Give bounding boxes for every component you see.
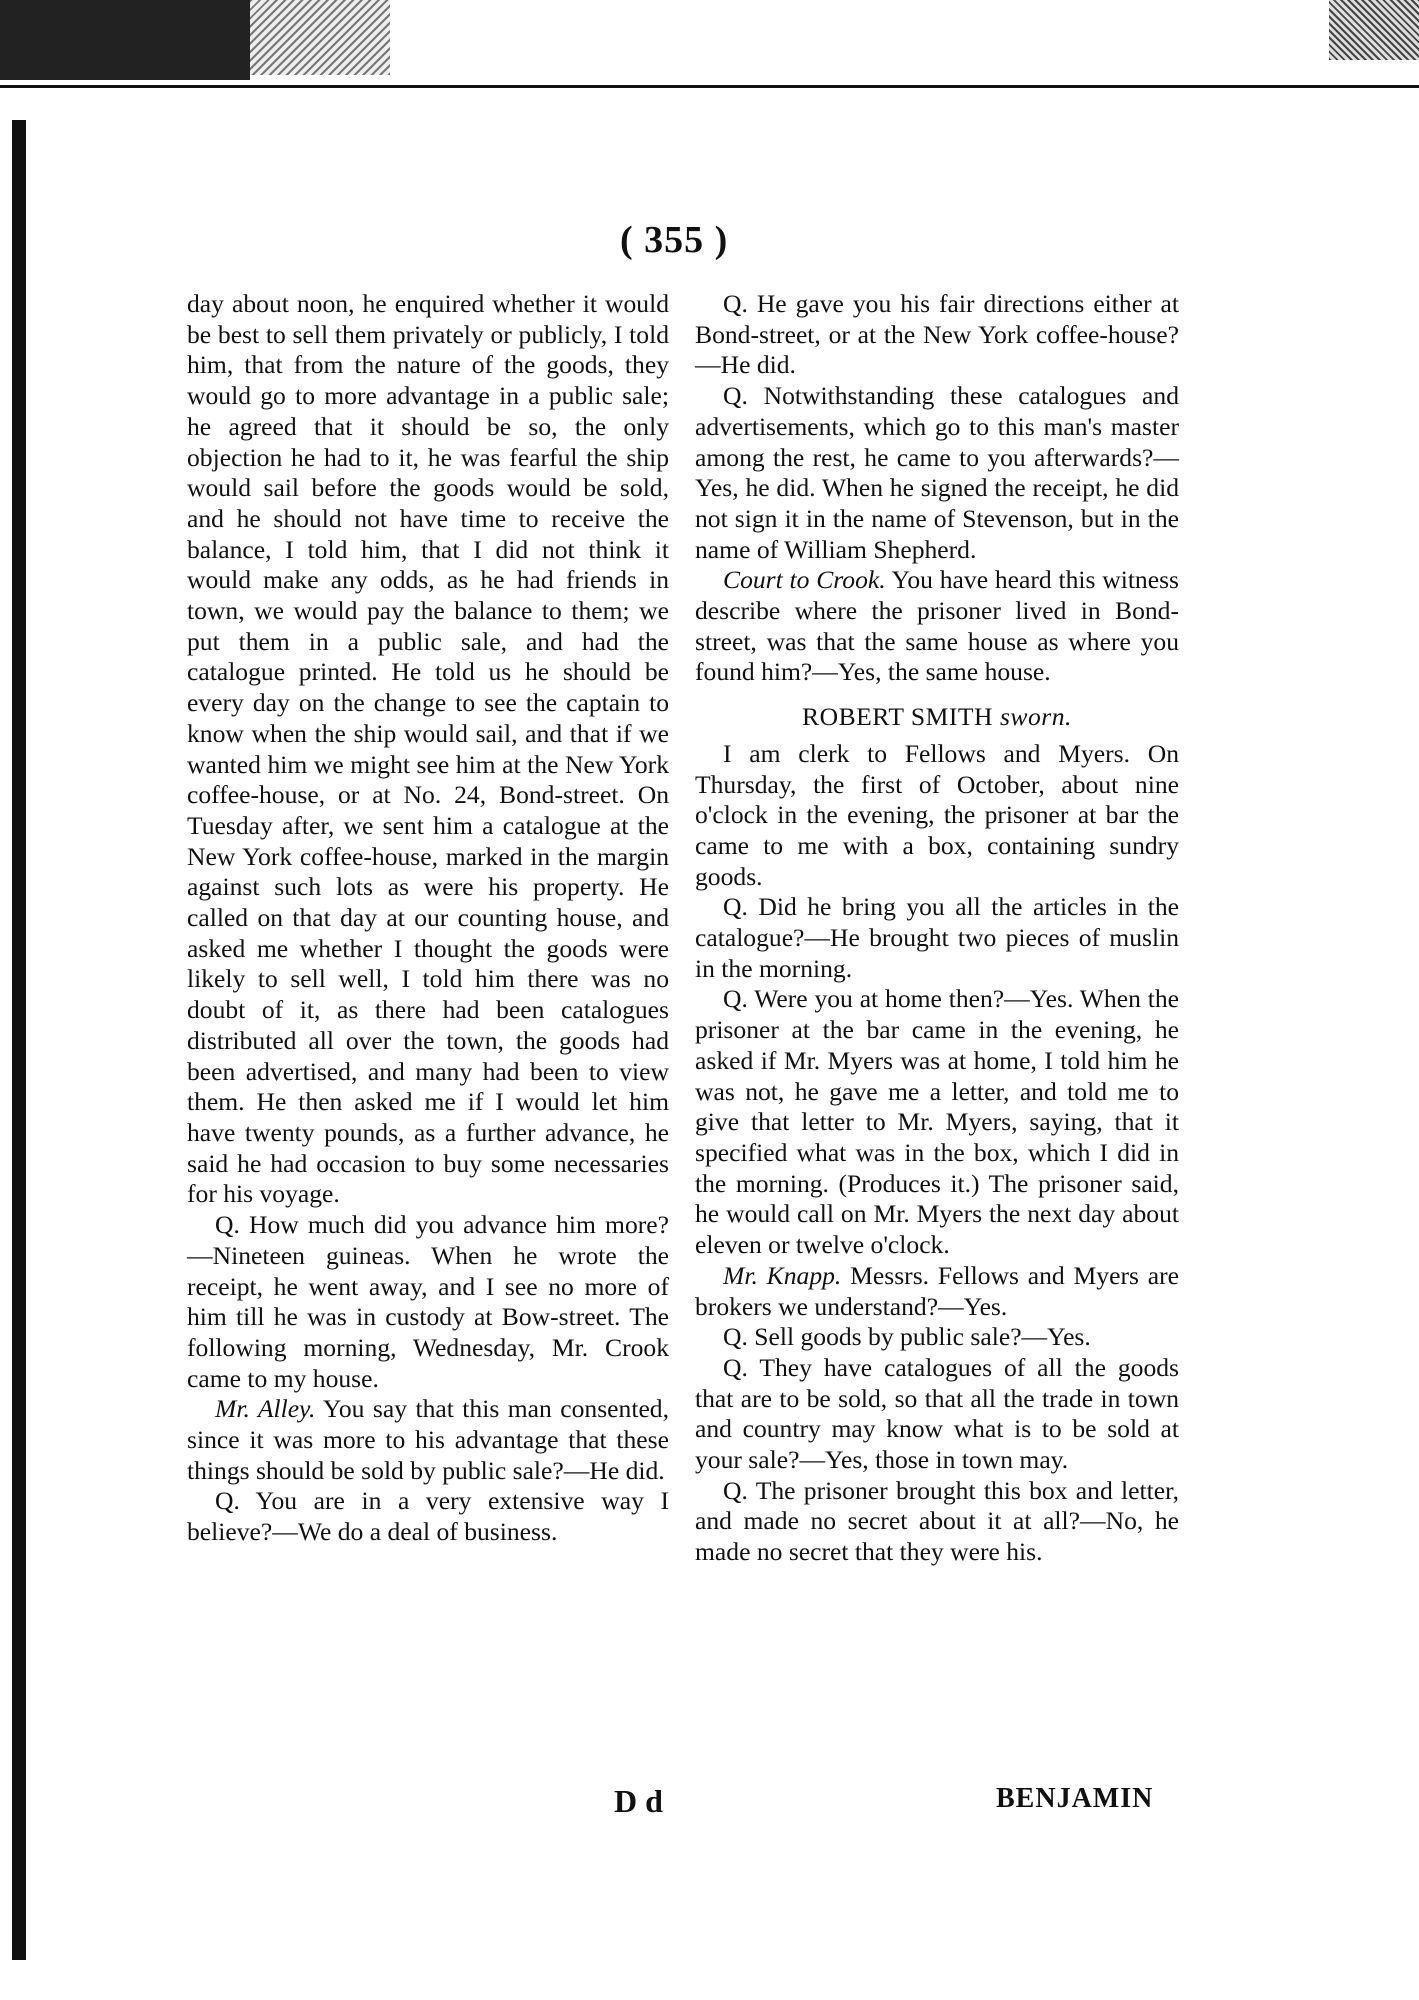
scan-halftone-corner: [1329, 0, 1419, 60]
speech-text: Messrs. Fellows and Myers are brokers we understand?—Yes.: [695, 1260, 1179, 1321]
paragraph: Q. Notwithstanding these catalogues and advertisements, which go to this man's master among the rest, he came to you afterwards?—Yes, he did. When he signed the receipt, he did not sign it in the name of Stevenson, but in the name of William Shepherd.: [695, 381, 1179, 564]
speech-text: You have heard this witness describe where the prisoner lived in Bond-street, was that the same house as where you found him?—Yes, the same house.: [695, 565, 1180, 687]
paragraph: Q. Did he bring you all the articles in the catalogue?—He brought two pieces of muslin in the morning.: [695, 892, 1179, 983]
witness-name: ROBERT SMITH: [802, 702, 994, 732]
catchword: BENJAMIN: [996, 1783, 1154, 1814]
left-column: [187, 289, 669, 1548]
paragraph: I am clerk to Fellows and Myers. On Thursday, the first of October, about nine o'clock in the evening, the prisoner at bar the came to me with a box, containing sundry goods.: [695, 738, 1179, 891]
scan-header-border: [0, 0, 1419, 82]
scan-top-rule: [0, 85, 1419, 88]
paragraph: Q. They have catalogues of all the goods that are to be sold, so that all the trade in town and country may know what is to be sold at your sale?—Yes, those in town may.: [695, 1352, 1179, 1475]
page-number: ( 355 ): [620, 219, 729, 261]
witness-heading: [695, 702, 1179, 733]
paragraph: Q. Were you at home then?—Yes. When the prisoner at the bar came in the evening, he asked if Mr. Myers was at home, I told him he was not, he gave me a letter, and told me to give that letter to Mr. Myers, saying, that it specified what was in the box, which I did in the morning. (Produces it.) The prisoner said, he would call on Mr. Myers the next day about eleven or twelve o'clock.: [695, 984, 1179, 1260]
paragraph: [187, 1394, 669, 1486]
paragraph: [695, 565, 1179, 688]
paragraph: day about noon, he enquired whether it would be best to sell them privately or publicly, I told him, that from the nature of the goods, they would go to more advantage in a public sale; he agreed that it should be so, the only objection he had to it, he was fearful the ship would sail before the goods would be sold, and he should not have time to receive the balance, I told him, that I did not think it would make any odds, as he had friends in town, we would pay the balance to them; we put them in a public sale, and had the catalogue printed. He told us he should be every day on the change to see the captain to know when the ship would sail, and that if we wanted him we might see him at the New York coffee-house, or at No. 24, Bond-street. On Tuesday after, we sent him a catalogue at the New York coffee-house, marked in the margin against such lots as were his property. He called on that day at our counting house, and asked me whether I thought the goods were likely to sell well, I told him there was no doubt of it, as there had been catalogues distributed all over the town, the goods had been advertised, and many had been to view them. He then asked me if I would let him have twenty pounds, as a further advance, he said he had occasion to buy some necessaries for his voyage.: [187, 289, 669, 1209]
scan-halftone-margin: [250, 0, 390, 75]
paragraph: Q. Sell goods by public sale?—Yes.: [723, 1322, 1091, 1352]
speaker-name: Court to Crook.: [723, 565, 886, 595]
printer-signature-mark: D d: [614, 1783, 663, 1819]
paragraph: Q. He gave you his fair directions either at Bond-street, or at the New York coffee-house?—He did.: [695, 289, 1179, 380]
speaker-name: Mr. Knapp.: [723, 1260, 842, 1290]
scan-dark-margin: [0, 0, 250, 80]
paragraph: [695, 1261, 1179, 1322]
speaker-name: Mr. Alley.: [215, 1394, 316, 1424]
right-column: [695, 289, 1179, 1568]
speech-text: You say that this man consented, since it was more to his advantage that these things should be sold by public sale?—He did.: [187, 1394, 669, 1485]
paragraph: Q. How much did you advance him more?—Nineteen guineas. When he wrote the receipt, he went away, and I see no more of him till he was in custody at Bow-street. The following morning, Wednesday, Mr. Crook came to my house.: [187, 1210, 669, 1393]
paragraph: Q. The prisoner brought this box and letter, and made no secret about it at all?—No, he made no secret that they were his.: [695, 1475, 1179, 1567]
scan-spine-shadow: [12, 120, 26, 1960]
paragraph: Q. You are in a very extensive way I believe?—We do a deal of business.: [187, 1486, 669, 1547]
sworn-label: sworn.: [999, 702, 1072, 732]
